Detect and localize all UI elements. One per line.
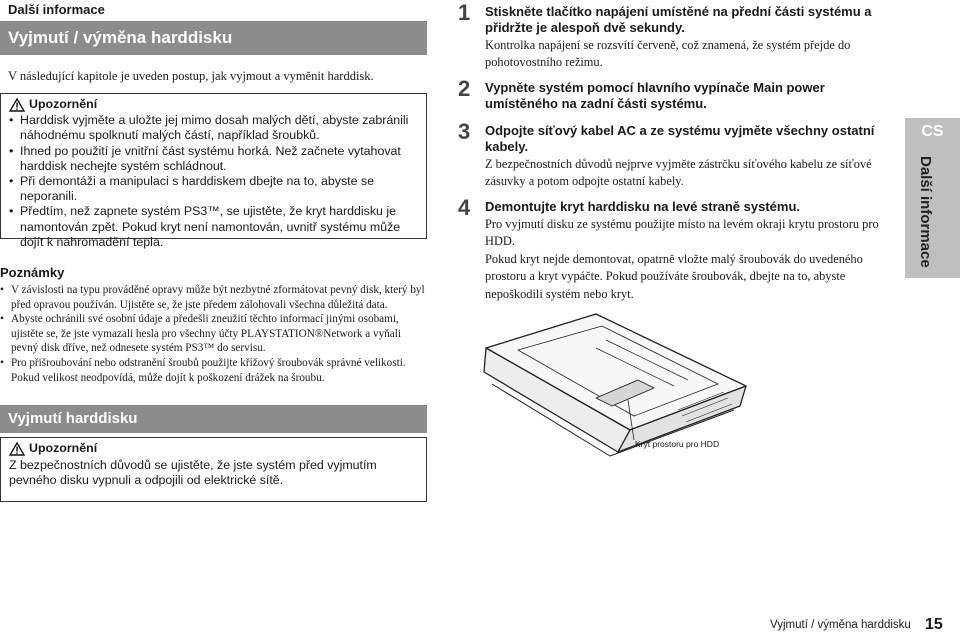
step-number: 3	[458, 119, 471, 144]
warning-icon	[9, 442, 25, 456]
warning-icon	[9, 98, 25, 112]
step-number: 4	[458, 195, 471, 220]
step-title: Odpojte síťový kabel AC a ze systému vyjměte všechny ostatní kabely.	[485, 123, 875, 154]
caution-box	[0, 93, 427, 249]
note-item: • Pro přišroubování nebo odstranění šroubů použijte křížový šroubovák správné velikosti. Pokud velikost neodpovídá, může dojít k poškození drážek na šroubu.	[0, 356, 425, 385]
caution-heading-label: Upozornění	[29, 97, 98, 111]
step-number: 2	[458, 76, 471, 101]
step-number: 1	[458, 0, 471, 25]
step-body: Kontrolka napájení se rozsvítí červeně, což znamená, že systém přejde do pohotovostního režimu.	[485, 38, 851, 70]
caution-item: • Při demontáži a manipulaci s harddiskem dbejte na to, abyste se neporanili.	[9, 174, 418, 204]
step-2	[458, 76, 888, 112]
caution-item: • Předtím, než zapnete systém PS3™, se ujistěte, že kryt harddisku je namontován zpět. Pokud kryt není namontován, uvnitř systému může dojít k nahromadění tepla.	[9, 204, 418, 250]
caution-item: • Ihned po použití je vnitřní část systému horká. Než začnete vytahovat harddisk nechejte systém schládnout.	[9, 144, 418, 174]
caution-heading-label-2: Upozornění	[29, 441, 98, 455]
step-1	[458, 0, 888, 72]
step-body: Z bezpečnostních důvodů nejprve vyjměte zástrčku síťového kabelu ze síťové zásuvky a potom odpojte ostatní kabely.	[485, 157, 872, 189]
caution-box-2	[0, 437, 427, 502]
caution-heading-2	[9, 441, 418, 457]
footer-text: Vyjmutí / výměna harddisku	[770, 619, 911, 631]
page-number: 15	[925, 616, 943, 633]
page-title: Vyjmutí / výměna harddisku	[0, 21, 427, 55]
caution-text-2: Z bezpečnostních důvodů se ujistěte, že jste systém před vyjmutím pevného disku vypnuli a odpojili od elektrické sítě.	[9, 457, 377, 487]
diagram-callout: Kryt prostoru pro HDD	[635, 439, 720, 449]
section-label: Další informace	[8, 2, 105, 17]
note-item: • V závislosti na typu prováděné opravy může být nezbytné zformátovat pevný disk, který byl před opravou používán. Ujistěte se, že jste předem zálohovali všechna důležitá data.	[0, 283, 425, 312]
step-title: Stiskněte tlačítko napájení umístěné na přední části systému a přidržte je alespoň dvě sekundy.	[485, 4, 872, 35]
caution-heading	[9, 97, 418, 112]
step-4	[458, 195, 888, 303]
side-tab-lang: CS	[921, 123, 944, 140]
notes-list	[0, 283, 425, 385]
step-title: Demontujte kryt harddisku na levé straně systému.	[485, 199, 800, 214]
step-title: Vypněte systém pomocí hlavního vypínače Main power umístěného na zadní části systému.	[485, 80, 825, 111]
side-tab-label: Další informace	[917, 156, 934, 268]
step-body: Pro vyjmutí disku ze systému použijte místo na levém okraji krytu prostoru pro HDD. Pokud kryt nejde demontovat, opatrně vložte malý šroubovák do uvedeného prostoru a kryt vypáčte. Pokud používáte šroubovák, dbejte na to, abyste nepoškodili systém nebo kryt.	[485, 217, 879, 301]
step-3	[458, 119, 888, 191]
note-item: • Abyste ochránili své osobní údaje a předešli zneužití těchto informací jinými osobami, ujistěte se, že jste vymazali hesla pro všechny účty PLAYSTATION®Network a vyňali pevný disk dříve, než odnesete systém PS3™ do servisu.	[0, 312, 425, 356]
caution-item: • Harddisk vyjměte a uložte jej mimo dosah malých dětí, abyste zabránili náhodnému spolknutí malých částí, například šroubků.	[9, 113, 418, 143]
subsection-title: Vyjmutí harddisku	[0, 405, 427, 433]
intro-text: V následující kapitole je uveden postup, jak vyjmout a vyměnit harddisk.	[8, 69, 374, 83]
notes-heading: Poznámky	[0, 265, 65, 280]
